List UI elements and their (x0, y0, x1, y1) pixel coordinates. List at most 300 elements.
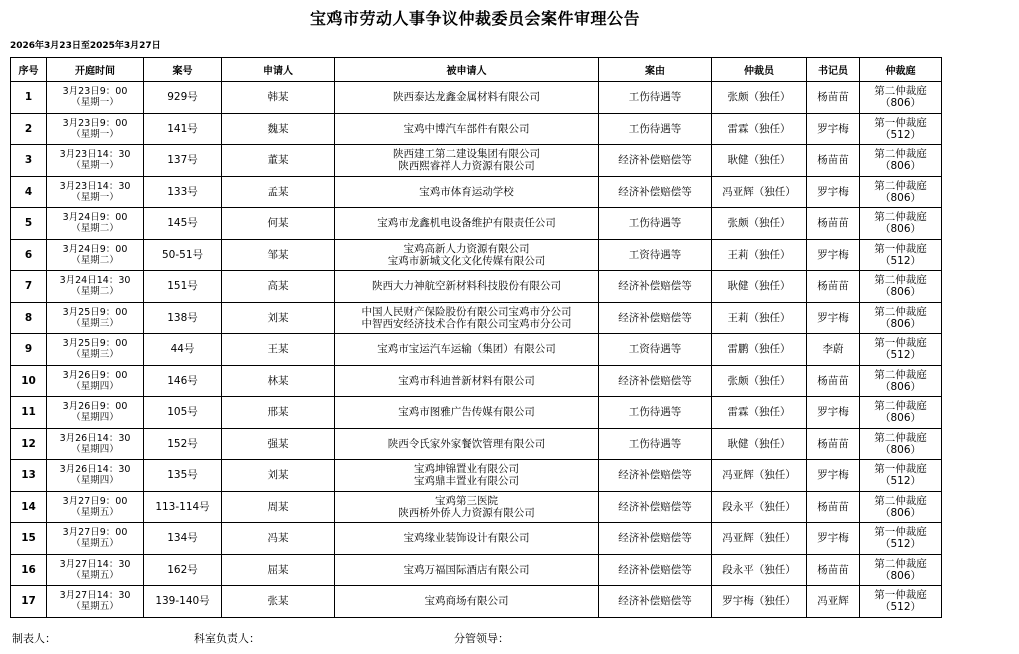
cell-court (860, 428, 942, 460)
cell-time (47, 586, 144, 618)
cell-clerk-line: 杨苗苗 (817, 154, 849, 167)
cell-clerk-line: 罗宇梅 (817, 532, 849, 545)
cell-time (47, 523, 144, 555)
cell-time (47, 145, 144, 177)
cell-respondent (335, 460, 599, 492)
cell-respondent-line: 陕西泰达龙鑫金属材料有限公司 (393, 91, 540, 104)
cell-time (47, 334, 144, 366)
cell-respondent-line: 宝鸡市体育运动学校 (419, 185, 514, 198)
table-row (11, 554, 942, 586)
cell-applicant (222, 208, 335, 240)
cell-applicant (222, 176, 335, 208)
cell-case-number (144, 523, 222, 555)
cell-cause-line: 经济补偿赔偿等 (618, 311, 692, 324)
cell-no-line: 12 (21, 437, 36, 450)
cell-no (11, 271, 47, 303)
cell-time-line: （星期四） (71, 443, 119, 455)
cell-clerk-line: 冯亚辉 (817, 595, 849, 608)
cell-arbitrator (712, 365, 807, 397)
cell-case-number-line: 134号 (167, 532, 198, 545)
cell-cause (599, 82, 712, 114)
cell-applicant (222, 334, 335, 366)
cell-arbitrator-line: 冯亚辉（独任） (722, 469, 796, 482)
cell-arbitrator (712, 554, 807, 586)
cell-time-line: 3月24日9：00 (62, 243, 128, 255)
cell-no-line: 6 (24, 248, 33, 261)
cell-clerk (807, 176, 860, 208)
cell-time-line: （星期五） (71, 538, 119, 550)
cell-arbitrator (712, 428, 807, 460)
cell-court-line: （806） (879, 443, 922, 456)
cell-arbitrator (712, 523, 807, 555)
cell-cause (599, 334, 712, 366)
cell-time (47, 271, 144, 303)
cell-court (860, 239, 942, 271)
cell-respondent-line: 中智西安经济技术合作有限公司宝鸡市分公司 (361, 317, 572, 330)
cell-applicant-line: 魏某 (267, 122, 289, 135)
cell-respondent (335, 491, 599, 523)
cell-court-line: 第一仲裁庭 (874, 116, 927, 129)
cell-time-line: 3月25日9：00 (62, 338, 128, 350)
cell-no (11, 397, 47, 429)
cell-no-line: 10 (21, 374, 36, 387)
cell-court (860, 145, 942, 177)
cell-applicant (222, 428, 335, 460)
cell-cause-line: 经济补偿赔偿等 (618, 280, 692, 293)
cell-case-number (144, 554, 222, 586)
cell-respondent-line: 宝鸡中博汽车部件有限公司 (403, 122, 530, 135)
cell-no-line: 7 (24, 280, 33, 293)
cell-arbitrator-line: 雷鹏（独任） (727, 343, 791, 356)
cell-clerk (807, 491, 860, 523)
cell-time (47, 554, 144, 586)
cell-case-number (144, 239, 222, 271)
cell-respondent (335, 82, 599, 114)
cell-cause (599, 208, 712, 240)
cell-case-number-line: 138号 (167, 311, 198, 324)
cell-respondent-line: 宝鸡市龙鑫机电设备维护有限责任公司 (377, 217, 556, 230)
table-row (11, 523, 942, 555)
cell-cause (599, 491, 712, 523)
cell-respondent (335, 334, 599, 366)
cell-arbitrator-line: 王莉（独任） (727, 311, 791, 324)
cell-court (860, 586, 942, 618)
cell-arbitrator (712, 586, 807, 618)
cell-respondent-line: 宝鸡第三医院 (435, 494, 498, 507)
cell-time-line: （星期一） (71, 160, 119, 172)
cell-time-line: 3月27日14：30 (59, 590, 131, 602)
column-header-respondent: 被申请人 (335, 58, 599, 82)
cell-cause (599, 428, 712, 460)
column-header-time: 开庭时间 (47, 58, 144, 82)
cell-cause (599, 523, 712, 555)
cell-respondent (335, 271, 599, 303)
cell-respondent-line: 宝鸡市图雅广告传媒有限公司 (398, 406, 535, 419)
cell-case-number-line: 146号 (167, 374, 198, 387)
cell-clerk-line: 杨苗苗 (817, 280, 849, 293)
cell-no (11, 302, 47, 334)
cell-applicant-line: 董某 (267, 154, 289, 167)
cell-court-line: 第一仲裁庭 (874, 463, 927, 476)
cell-time-line: 3月27日14：30 (59, 558, 131, 570)
cell-cause-line: 经济补偿赔偿等 (618, 154, 692, 167)
cell-respondent (335, 302, 599, 334)
cell-clerk-line: 罗宇梅 (817, 185, 849, 198)
cell-arbitrator-line: 雷霖（独任） (727, 122, 791, 135)
cell-respondent-line: 宝鸡万福国际酒店有限公司 (403, 563, 530, 576)
cell-cause (599, 271, 712, 303)
cell-cause (599, 460, 712, 492)
cell-respondent-line: 宝鸡坤锦置业有限公司 (414, 463, 519, 476)
cell-no (11, 82, 47, 114)
cell-cause-line: 工伤待遇等 (628, 406, 682, 419)
cell-cause (599, 176, 712, 208)
cell-applicant (222, 523, 335, 555)
cell-applicant (222, 82, 335, 114)
cell-respondent-line: 陕西令氏家外家餐饮管理有限公司 (387, 437, 546, 450)
cell-court-line: （806） (879, 160, 922, 173)
cell-time-line: （星期三） (71, 349, 119, 361)
cell-case-number (144, 176, 222, 208)
cell-court-line: （806） (879, 286, 922, 299)
cell-applicant-line: 林某 (267, 374, 289, 387)
table-row (11, 176, 942, 208)
cell-time-line: 3月26日9：00 (62, 369, 128, 381)
cell-no (11, 365, 47, 397)
table-row (11, 302, 942, 334)
cell-no (11, 208, 47, 240)
cell-cause (599, 302, 712, 334)
cell-court (860, 397, 942, 429)
cell-respondent-line: 陕西桥外侨人力资源有限公司 (398, 506, 535, 519)
cell-cause (599, 145, 712, 177)
cell-clerk-line: 罗宇梅 (817, 406, 849, 419)
cell-court-line: 第一仲裁庭 (874, 337, 927, 350)
cell-case-number (144, 271, 222, 303)
cell-applicant-line: 周某 (267, 500, 289, 513)
cell-cause-line: 经济补偿赔偿等 (618, 500, 692, 513)
cell-applicant-line: 屈某 (267, 563, 289, 576)
table-row (11, 82, 942, 114)
cell-applicant (222, 113, 335, 145)
cell-arbitrator-line: 耿健（独任） (727, 280, 791, 293)
cell-respondent (335, 428, 599, 460)
cell-time-line: （星期一） (71, 128, 119, 140)
cell-respondent (335, 176, 599, 208)
cell-cause-line: 经济补偿赔偿等 (618, 595, 692, 608)
cell-court-line: 第二仲裁庭 (874, 305, 927, 318)
cell-clerk (807, 113, 860, 145)
cell-arbitrator-line: 耿健（独任） (727, 154, 791, 167)
cell-time-line: （星期五） (71, 506, 119, 518)
cell-time-line: 3月25日9：00 (62, 306, 128, 318)
cell-cause (599, 365, 712, 397)
cell-no (11, 239, 47, 271)
cell-court (860, 113, 942, 145)
cell-applicant (222, 586, 335, 618)
cell-arbitrator (712, 460, 807, 492)
cell-court-line: （512） (879, 349, 922, 362)
cell-time-line: （星期四） (71, 412, 119, 424)
table-row (11, 113, 942, 145)
cell-time-line: （星期四） (71, 475, 119, 487)
cell-court-line: 第一仲裁庭 (874, 526, 927, 539)
cell-respondent-line: 中国人民财产保险股份有限公司宝鸡市分公司 (361, 305, 572, 318)
cell-applicant-line: 邹某 (267, 248, 289, 261)
cell-respondent-line: 宝鸡市宝运汽车运输（集团）有限公司 (377, 343, 556, 356)
cell-court-line: 第二仲裁庭 (874, 400, 927, 413)
cell-court (860, 491, 942, 523)
cell-cause-line: 经济补偿赔偿等 (618, 374, 692, 387)
cell-court-line: （512） (879, 601, 922, 614)
cell-time (47, 397, 144, 429)
cell-case-number (144, 428, 222, 460)
cell-arbitrator-line: 冯亚辉（独任） (722, 185, 796, 198)
cell-time (47, 208, 144, 240)
cell-court (860, 460, 942, 492)
cell-court-line: 第二仲裁庭 (874, 368, 927, 381)
cell-arbitrator (712, 302, 807, 334)
table-row (11, 586, 942, 618)
cell-respondent-line: 宝鸡高新人力资源有限公司 (403, 242, 530, 255)
cell-applicant-line: 刘某 (267, 311, 289, 324)
cell-applicant-line: 冯某 (267, 532, 289, 545)
cell-respondent (335, 113, 599, 145)
cell-no (11, 554, 47, 586)
cell-applicant (222, 365, 335, 397)
cell-time-line: 3月27日9：00 (62, 495, 128, 507)
cell-clerk (807, 82, 860, 114)
cell-case-number-line: 50-51号 (161, 248, 203, 261)
cell-arbitrator (712, 113, 807, 145)
column-header-case: 案号 (144, 58, 222, 82)
cell-court-line: （806） (879, 380, 922, 393)
cell-court (860, 365, 942, 397)
cell-court-line: （806） (879, 191, 922, 204)
cell-time-line: （星期五） (71, 569, 119, 581)
cell-cause-line: 经济补偿赔偿等 (618, 469, 692, 482)
cell-cause (599, 586, 712, 618)
cell-arbitrator (712, 334, 807, 366)
page-title: 宝鸡市劳动人事争议仲裁委员会案件审理公告 (309, 9, 640, 28)
cell-court-line: （806） (879, 223, 922, 236)
cell-arbitrator-line: 张颇（独任） (727, 91, 791, 104)
cell-clerk (807, 460, 860, 492)
cell-arbitrator (712, 176, 807, 208)
cell-clerk-line: 杨苗苗 (817, 217, 849, 230)
cell-no-line: 17 (21, 595, 36, 608)
cell-time-line: （星期二） (71, 223, 119, 235)
cell-applicant-line: 张某 (267, 595, 289, 608)
cell-arbitrator-line: 罗宇梅（独任） (722, 595, 796, 608)
cell-arbitrator-line: 段永平（独任） (722, 563, 796, 576)
table-row (11, 491, 942, 523)
cell-court-line: （806） (879, 569, 922, 582)
cell-arbitrator-line: 段永平（独任） (722, 500, 796, 513)
cell-respondent (335, 208, 599, 240)
cell-applicant (222, 145, 335, 177)
cell-court (860, 271, 942, 303)
footer-office-head: 科室负责人： (194, 632, 260, 645)
cell-respondent (335, 145, 599, 177)
cell-no (11, 428, 47, 460)
cell-no-line: 13 (21, 469, 36, 482)
cell-applicant (222, 460, 335, 492)
cell-no (11, 145, 47, 177)
cell-case-number (144, 397, 222, 429)
cell-no-line: 5 (24, 217, 33, 230)
cell-time-line: 3月26日14：30 (59, 464, 131, 476)
cell-case-number-line: 162号 (167, 563, 198, 576)
cell-time (47, 428, 144, 460)
cell-respondent (335, 397, 599, 429)
cell-applicant-line: 高某 (267, 280, 289, 293)
cell-time-line: （星期一） (71, 97, 119, 109)
cell-court (860, 523, 942, 555)
table-row (11, 460, 942, 492)
cell-case-number-line: 141号 (167, 122, 198, 135)
cell-case-number (144, 460, 222, 492)
cell-no (11, 586, 47, 618)
cell-clerk-line: 杨苗苗 (817, 563, 849, 576)
cell-case-number-line: 151号 (167, 280, 198, 293)
cell-arbitrator-line: 冯亚辉（独任） (722, 532, 796, 545)
cell-case-number (144, 82, 222, 114)
cell-clerk-line: 杨苗苗 (817, 91, 849, 104)
cell-clerk (807, 523, 860, 555)
cell-court-line: （512） (879, 538, 922, 551)
cell-clerk (807, 334, 860, 366)
cell-applicant (222, 302, 335, 334)
cell-court-line: （806） (879, 97, 922, 110)
cell-time (47, 113, 144, 145)
cell-case-number (144, 145, 222, 177)
cell-time-line: （星期二） (71, 286, 119, 298)
cell-time-line: （星期四） (71, 380, 119, 392)
cell-court (860, 334, 942, 366)
cell-time-line: （星期三） (71, 317, 119, 329)
cell-court-line: （512） (879, 475, 922, 488)
cell-arbitrator-line: 雷霖（独任） (727, 406, 791, 419)
cell-time (47, 365, 144, 397)
cell-clerk-line: 李蔚 (822, 343, 844, 356)
cell-clerk (807, 145, 860, 177)
cell-court (860, 554, 942, 586)
column-header-no: 序号 (11, 58, 47, 82)
cell-clerk (807, 586, 860, 618)
cell-respondent (335, 365, 599, 397)
column-header-cause: 案由 (599, 58, 712, 82)
cell-case-number (144, 491, 222, 523)
cell-clerk (807, 271, 860, 303)
cell-no-line: 15 (21, 532, 36, 545)
cell-case-number-line: 137号 (167, 154, 198, 167)
cell-no-line: 14 (21, 500, 36, 513)
table-row (11, 365, 942, 397)
cell-clerk-line: 杨苗苗 (817, 374, 849, 387)
cell-time-line: 3月24日9：00 (62, 212, 128, 224)
cell-cause-line: 经济补偿赔偿等 (618, 532, 692, 545)
cell-court-line: （806） (879, 506, 922, 519)
cell-clerk (807, 397, 860, 429)
cell-cause-line: 工伤待遇等 (628, 122, 682, 135)
cell-applicant-line: 邢某 (267, 406, 289, 419)
cell-clerk-line: 杨苗苗 (817, 437, 849, 450)
hearing-schedule-table (10, 57, 942, 618)
cell-cause (599, 113, 712, 145)
cell-respondent-line: 宝鸡鼎丰置业有限公司 (414, 475, 519, 488)
table-row (11, 145, 942, 177)
cell-clerk (807, 428, 860, 460)
cell-court (860, 82, 942, 114)
cell-applicant-line: 孟某 (267, 185, 289, 198)
cell-time (47, 302, 144, 334)
date-range: 2026年3月23日至2025年3月27日 (10, 41, 161, 51)
cell-applicant-line: 何某 (267, 217, 289, 230)
cell-arbitrator (712, 397, 807, 429)
cell-applicant-line: 刘某 (267, 469, 289, 482)
cell-case-number (144, 208, 222, 240)
cell-time (47, 82, 144, 114)
cell-time-line: （星期五） (71, 601, 119, 613)
cell-no (11, 334, 47, 366)
cell-no-line: 8 (24, 311, 33, 324)
cell-respondent-line: 宝鸡缘业装饰设计有限公司 (403, 532, 530, 545)
cell-time-line: 3月27日9：00 (62, 527, 128, 539)
cell-arbitrator (712, 491, 807, 523)
cell-no-line: 4 (24, 185, 33, 198)
cell-no (11, 491, 47, 523)
cell-court-line: 第二仲裁庭 (874, 494, 927, 507)
cell-court-line: 第二仲裁庭 (874, 179, 927, 192)
cell-clerk-line: 罗宇梅 (817, 248, 849, 261)
cell-court (860, 302, 942, 334)
cell-no-line: 9 (24, 343, 33, 356)
cell-cause (599, 397, 712, 429)
cell-court-line: 第二仲裁庭 (874, 431, 927, 444)
cell-arbitrator-line: 耿健（独任） (727, 437, 791, 450)
column-header-arbitrator: 仲裁员 (712, 58, 807, 82)
cell-respondent (335, 523, 599, 555)
cell-arbitrator (712, 239, 807, 271)
cell-no (11, 523, 47, 555)
cell-clerk-line: 杨苗苗 (817, 500, 849, 513)
cell-case-number-line: 44号 (170, 343, 195, 356)
table-row (11, 397, 942, 429)
cell-no-line: 1 (24, 91, 33, 104)
cell-clerk (807, 208, 860, 240)
cell-court (860, 176, 942, 208)
cell-no-line: 2 (24, 122, 33, 135)
cell-applicant-line: 强某 (267, 437, 289, 450)
cell-time (47, 176, 144, 208)
cell-arbitrator (712, 208, 807, 240)
cell-applicant (222, 397, 335, 429)
cell-court-line: 第二仲裁庭 (874, 274, 927, 287)
cell-case-number-line: 145号 (167, 217, 198, 230)
cell-case-number-line: 139-140号 (155, 595, 210, 608)
cell-time-line: 3月26日9：00 (62, 401, 128, 413)
cell-case-number-line: 105号 (167, 406, 198, 419)
cell-time-line: （星期一） (71, 191, 119, 203)
cell-court-line: （512） (879, 254, 922, 267)
cell-applicant-line: 韩某 (267, 91, 289, 104)
cell-cause-line: 工伤待遇等 (628, 217, 682, 230)
cell-time (47, 491, 144, 523)
cell-court-line: 第一仲裁庭 (874, 242, 927, 255)
column-header-clerk: 书记员 (807, 58, 860, 82)
table-header-row (11, 58, 942, 82)
